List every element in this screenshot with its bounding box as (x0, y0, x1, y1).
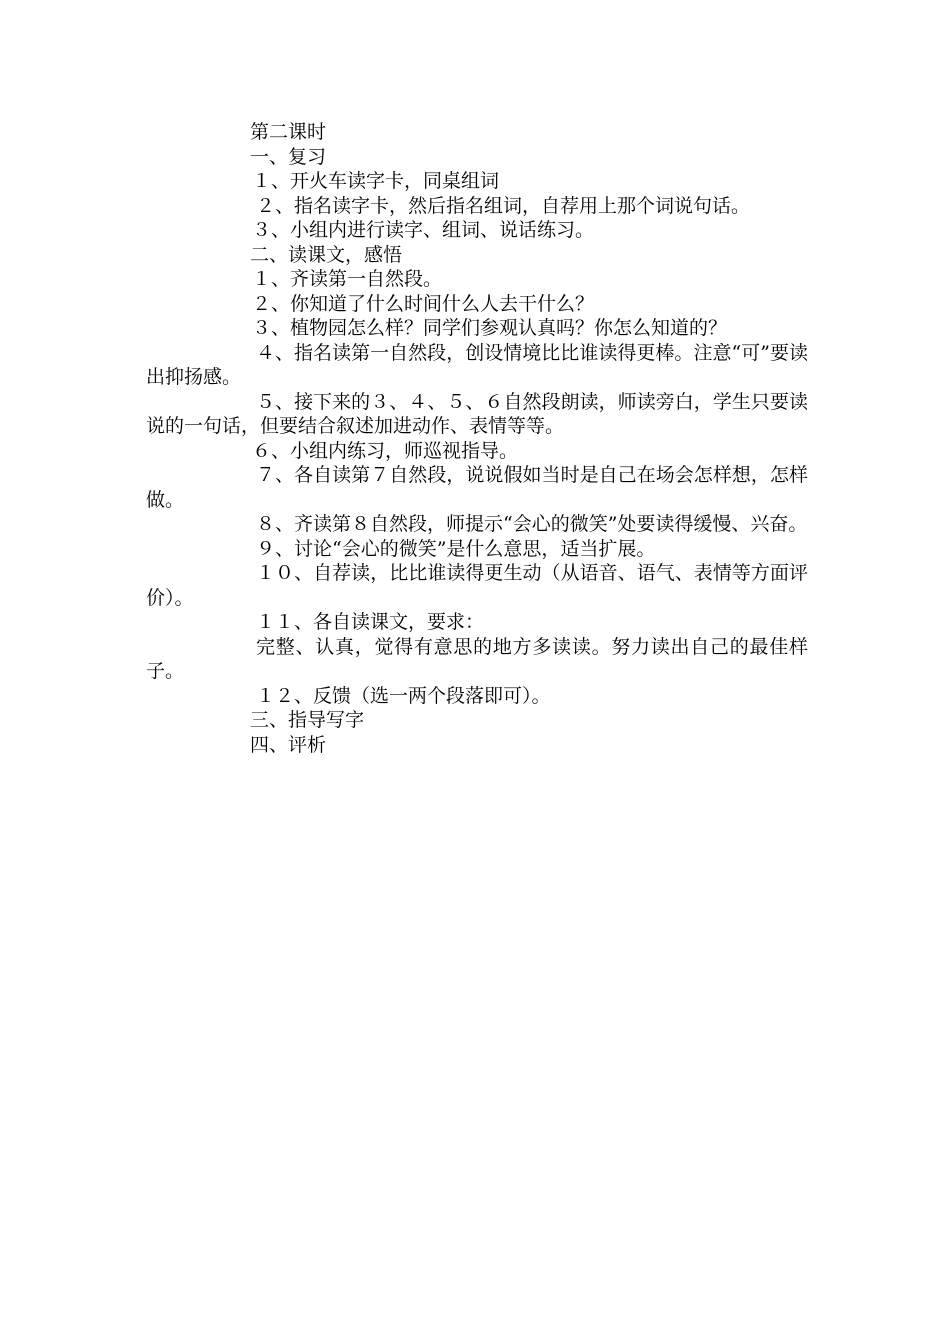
paragraph: １１、各自读课文，要求： (256, 611, 485, 633)
paragraph: ５、接下来的３、４、５、６自然段朗读，师读旁白，学生只要读说的一句话，但要结合叙述加进动作、表情等等。 (146, 390, 808, 437)
document-body (146, 120, 808, 757)
paragraph: １、齐读第一自然段。 (252, 268, 443, 290)
paragraph: ３、植物园怎么样？同学们参观认真吗？你怎么知道的？ (252, 317, 728, 339)
paragraph: １、开火车读字卡，同桌组词 (252, 170, 500, 192)
paragraph: ６、小组内练习，师巡视指导。 (252, 439, 519, 462)
section-heading-writing: 三、指导写字 (250, 709, 365, 731)
section-heading-evaluation: 四、评析 (250, 733, 327, 756)
paragraph: ２、指名读字卡，然后指名组词，自荐用上那个词说句话。 (256, 194, 751, 217)
section-heading-reading: 二、读课文，感悟 (250, 243, 403, 266)
paragraph: ４、指名读第一自然段，创设情境比比谁读得更棒。注意“可”要读出抑扬感。 (146, 341, 808, 388)
paragraph: 完整、认真，觉得有意思的地方多读读。努力读出自己的最佳样子。 (146, 635, 808, 682)
paragraph: ９、讨论“会心的微笑”是什么意思，适当扩展。 (256, 537, 656, 560)
paragraph: ３、小组内进行读字、组词、说话练习。 (252, 219, 595, 241)
paragraph: ２、你知道了什么时间什么人去干什么？ (252, 292, 595, 315)
paragraph: １２、反馈（选一两个段落即可）。 (256, 684, 551, 707)
paragraph: ７、各自读第７自然段，说说假如当时是自己在场会怎样想，怎样做。 (146, 464, 808, 511)
paragraph: ８、齐读第８自然段，师提示“会心的微笑”处要读得缓慢、兴奋。 (256, 513, 808, 535)
section-heading-review: 一、复习 (250, 145, 327, 168)
paragraph: １０、自荐读，比比谁读得更生动（从语音、语气、表情等方面评价）。 (146, 562, 808, 609)
lesson-title: 第二课时 (250, 121, 327, 143)
